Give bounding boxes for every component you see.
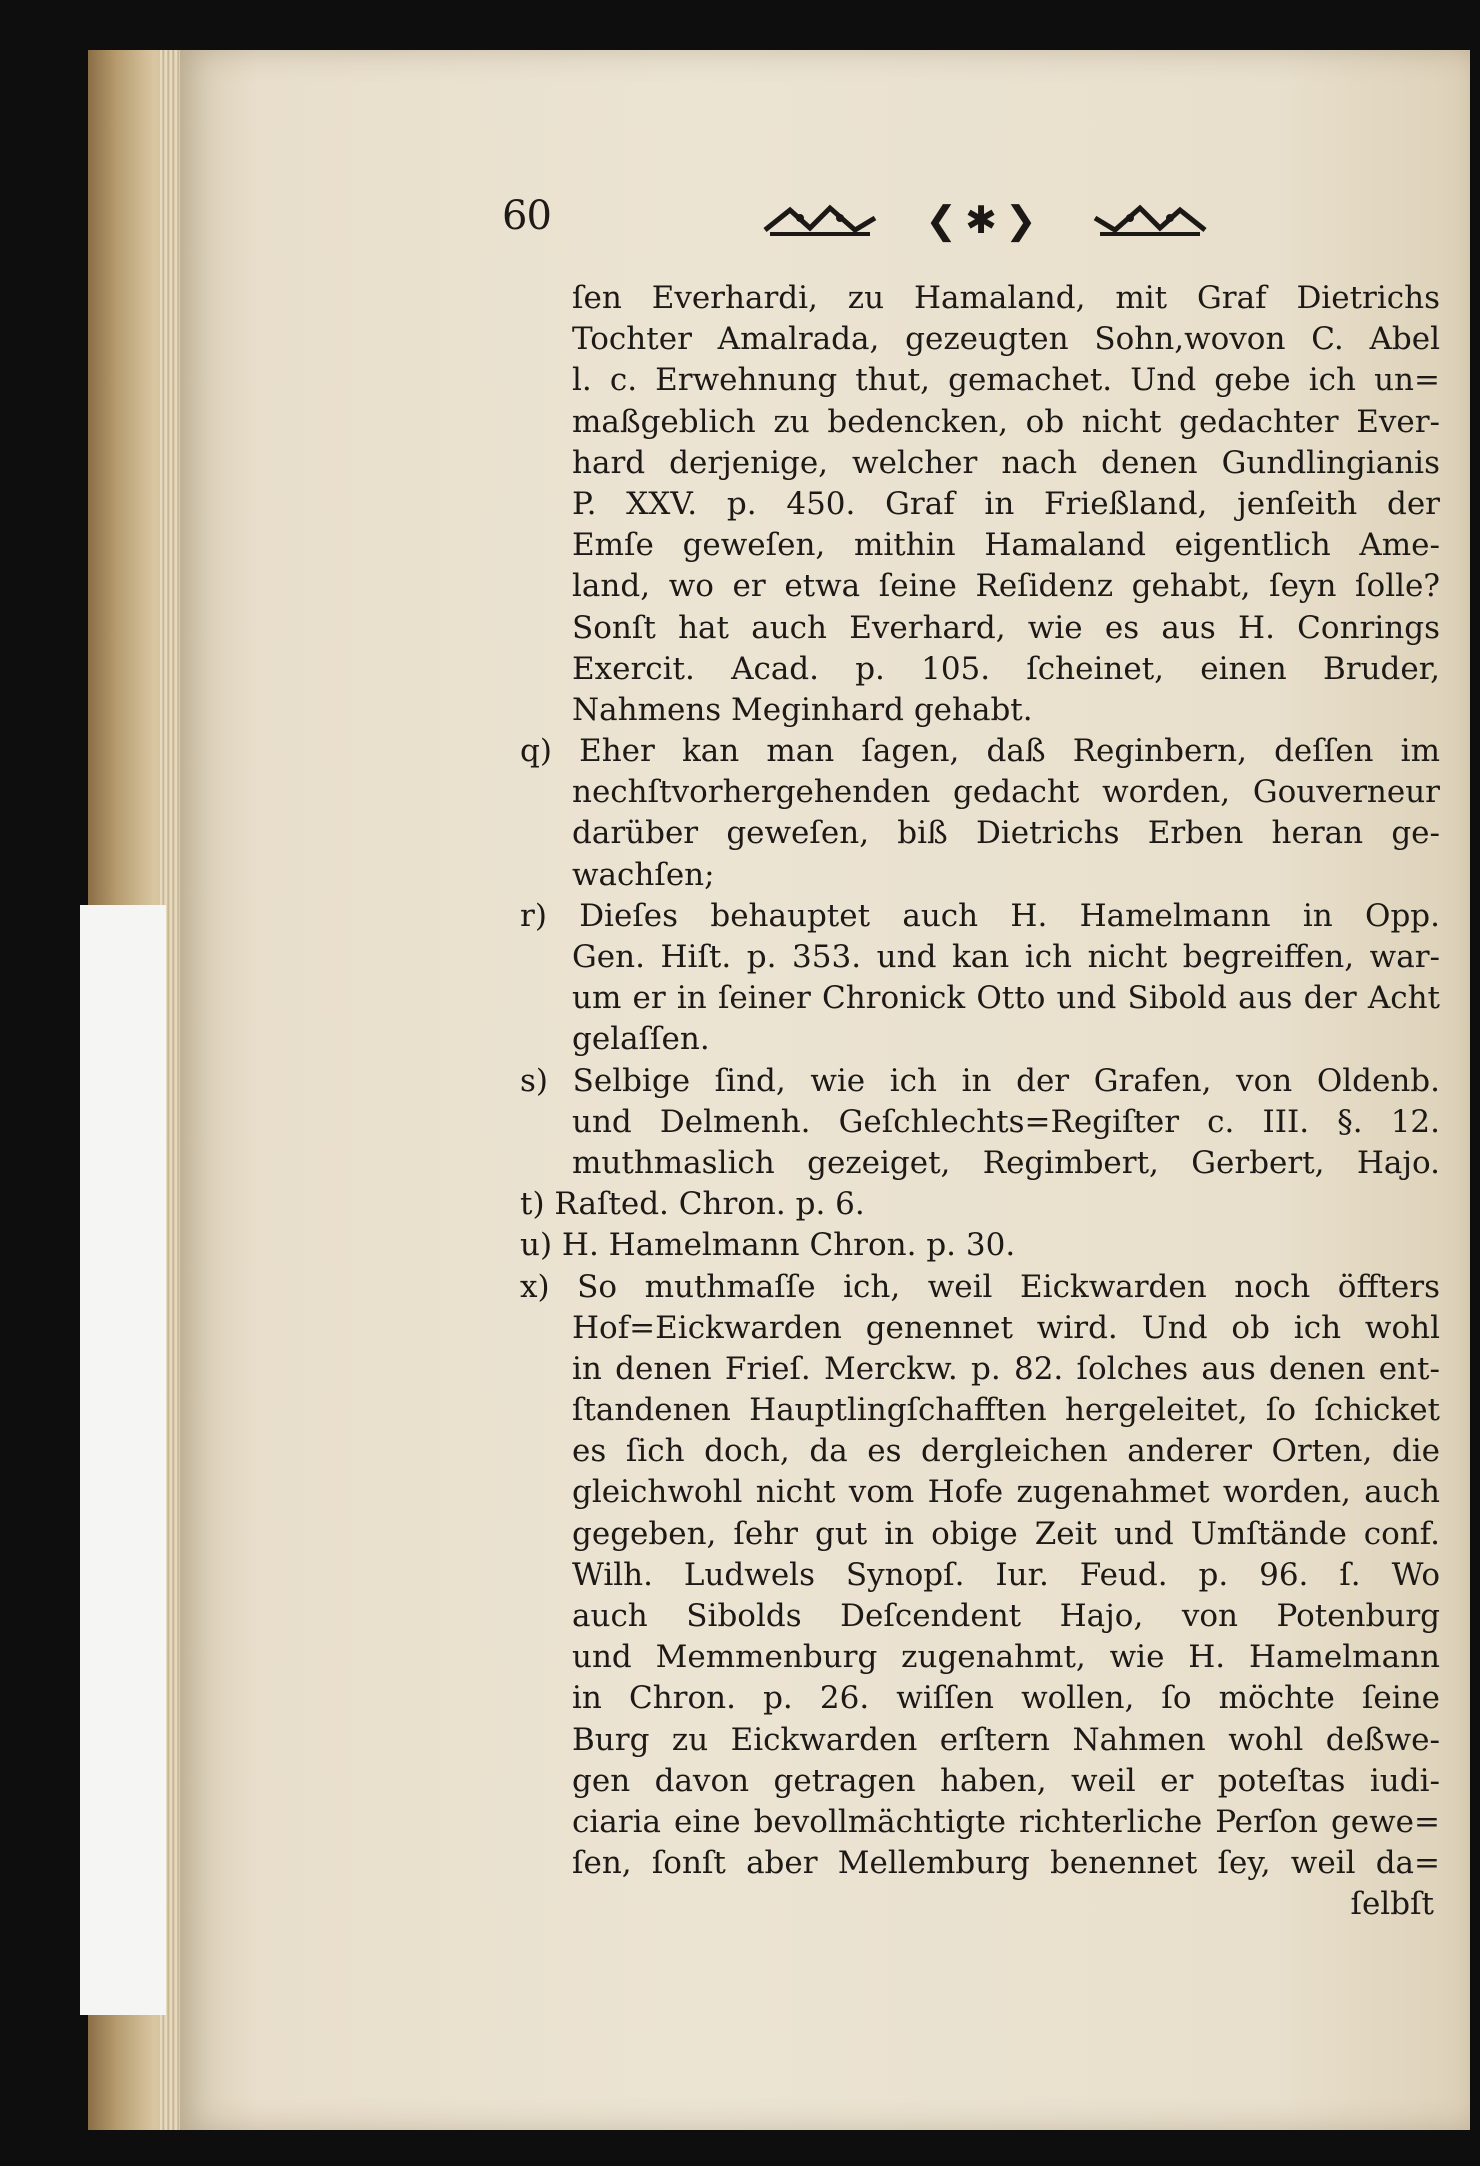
text-line-content: land, wo er etwa ſeine Reſidenz gehabt, ſeyn ſolle? <box>572 568 1440 605</box>
right-flourish-icon <box>1090 200 1210 240</box>
text-line <box>520 1225 1440 1266</box>
text-line-content: l. c. Erwehnung thut, gemachet. Und gebe ich un= <box>572 362 1440 399</box>
text-line <box>520 1061 1440 1102</box>
text-line <box>520 608 1440 649</box>
text-line <box>520 1019 1440 1060</box>
text-line <box>520 1184 1440 1225</box>
text-line <box>520 278 1440 319</box>
text-line-content: Tochter Amalrada, gezeugten Sohn,wovon C. Abel <box>572 321 1440 358</box>
text-line <box>520 731 1440 772</box>
text-line <box>520 1596 1440 1637</box>
text-line <box>520 1761 1440 1802</box>
text-line-content: gelaſſen. <box>572 1021 710 1058</box>
text-line <box>520 896 1440 937</box>
text-line-content: Emſe geweſen, mithin Hamaland eigentlich Ame- <box>572 527 1440 564</box>
text-line <box>520 1143 1440 1184</box>
catchword: ſelbſt <box>1350 1886 1434 1923</box>
text-line <box>520 1843 1440 1884</box>
catchword-line <box>520 1884 1440 1925</box>
text-line-content: um er in ſeiner Chronick Otto und Sibold aus der Acht <box>572 980 1440 1017</box>
text-line-content: x) So muthmaſſe ich, weil Eickwarden noch öffters <box>520 1268 1440 1305</box>
text-line-content: P. XXV. p. 450. Graf in Frießland, jenſeith der <box>572 485 1440 522</box>
text-line-content: gen davon getragen haben, weil er poteſtas iudi- <box>572 1762 1440 1799</box>
text-line <box>520 649 1440 690</box>
text-line <box>520 1390 1440 1431</box>
text-line <box>520 360 1440 401</box>
center-ornament: ❮✱❯ <box>925 198 1045 242</box>
text-line-content: Sonſt hat auch Everhard, wie es aus H. Conrings <box>572 609 1440 646</box>
page-number: 60 <box>502 193 551 239</box>
text-line <box>520 1431 1440 1472</box>
text-line-content: in denen Frieſ. Merckw. p. 82. ſolches aus denen ent- <box>572 1350 1440 1387</box>
text-line-content: darüber geweſen, biß Dietrichs Erben heran ge- <box>572 815 1440 852</box>
text-line <box>520 1308 1440 1349</box>
text-line <box>520 690 1440 731</box>
text-line-content: Hof=Eickwarden genennet wird. Und ob ich wohl <box>572 1309 1440 1346</box>
text-line-content: wachſen; <box>572 856 715 893</box>
text-line-content: Exercit. Acad. p. 105. ſcheinet, einen Bruder, <box>572 650 1440 687</box>
text-line-content: u) H. Hamelmann Chron. p. 30. <box>520 1227 1016 1264</box>
text-line-content: r) Dieſes behauptet auch H. Hamelmann in Opp. <box>520 897 1440 934</box>
text-line <box>520 484 1440 525</box>
left-flourish-icon <box>760 200 880 240</box>
text-line-content: Gen. Hiſt. p. 353. und kan ich nicht begreiffen, war- <box>572 939 1440 975</box>
text-line-content: gleichwohl nicht vom Hofe zugenahmet worden, auch <box>572 1474 1440 1511</box>
text-line <box>520 937 1440 978</box>
text-line <box>520 1555 1440 1596</box>
text-line-content: maßgeblich zu bedencken, ob nicht gedachter Ever- <box>572 403 1440 440</box>
text-line-content: Wilh. Ludwels Synopſ. Iur. Feud. p. 96. ſ. Wo <box>572 1556 1440 1593</box>
text-line <box>520 1514 1440 1555</box>
text-line <box>520 855 1440 896</box>
text-line <box>520 402 1440 443</box>
text-line <box>520 978 1440 1019</box>
text-line-content: Burg zu Eickwarden erſtern Nahmen wohl deßwe- <box>572 1721 1440 1758</box>
text-line-content: Nahmens Meginhard gehabt. <box>572 691 1033 728</box>
text-line-content: in Chron. p. 26. wiſſen wollen, ſo möchte ſeine <box>572 1680 1440 1717</box>
text-line <box>520 1349 1440 1390</box>
text-line-content: muthmaslich gezeiget, Regimbert, Gerbert, Hajo. <box>572 1144 1440 1181</box>
text-line-content: es ſich doch, da es dergleichen anderer Orten, die <box>572 1433 1440 1470</box>
text-line-content: hard derjenige, welcher nach denen Gundlingianis <box>572 444 1440 481</box>
text-line <box>520 319 1440 360</box>
text-line-content: t) Raſted. Chron. p. 6. <box>520 1186 865 1223</box>
text-line <box>520 772 1440 813</box>
text-line <box>520 1267 1440 1308</box>
text-line <box>520 566 1440 607</box>
text-line-content: und Memmenburg zugenahmt, wie H. Hamelmann <box>572 1639 1440 1676</box>
text-line-content: q) Eher kan man ſagen, daß Reginbern, deſſen im <box>520 733 1440 770</box>
text-line-content: ſen, ſonſt aber Mellemburg benennet ſey, weil da= <box>572 1845 1440 1882</box>
header-ornament <box>760 190 1210 250</box>
text-line-content: gegeben, ſehr gut in obige Zeit und Umſtände conf. <box>572 1515 1440 1552</box>
text-line-content: ſtandenen Hauptlingſchafften hergeleitet, ſo ſchicket <box>572 1392 1440 1429</box>
text-line-content: nechſtvorhergehenden gedacht worden, Gouverneur <box>572 774 1440 811</box>
text-line-content: s) Selbige ſind, wie ich in der Grafen, von Oldenb. <box>520 1062 1440 1099</box>
text-line <box>520 1472 1440 1513</box>
text-line <box>520 1678 1440 1719</box>
text-line <box>520 443 1440 484</box>
text-line <box>520 1102 1440 1143</box>
text-line <box>520 525 1440 566</box>
text-line-content: ſen Everhardi, zu Hamaland, mit Graf Dietrichs <box>572 280 1440 316</box>
body-text <box>520 278 1440 1926</box>
text-line <box>520 1720 1440 1761</box>
text-line-content: und Delmenh. Geſchlechts=Regiſter c. III. §. 12. <box>572 1103 1440 1140</box>
text-line <box>520 813 1440 854</box>
calibration-strip <box>80 905 166 2015</box>
text-line <box>520 1637 1440 1678</box>
text-line <box>520 1802 1440 1843</box>
text-line-content: ciaria eine bevollmächtigte richterliche Perſon gewe= <box>572 1803 1440 1840</box>
text-line-content: auch Sibolds Deſcendent Hajo, von Potenburg <box>572 1598 1440 1634</box>
